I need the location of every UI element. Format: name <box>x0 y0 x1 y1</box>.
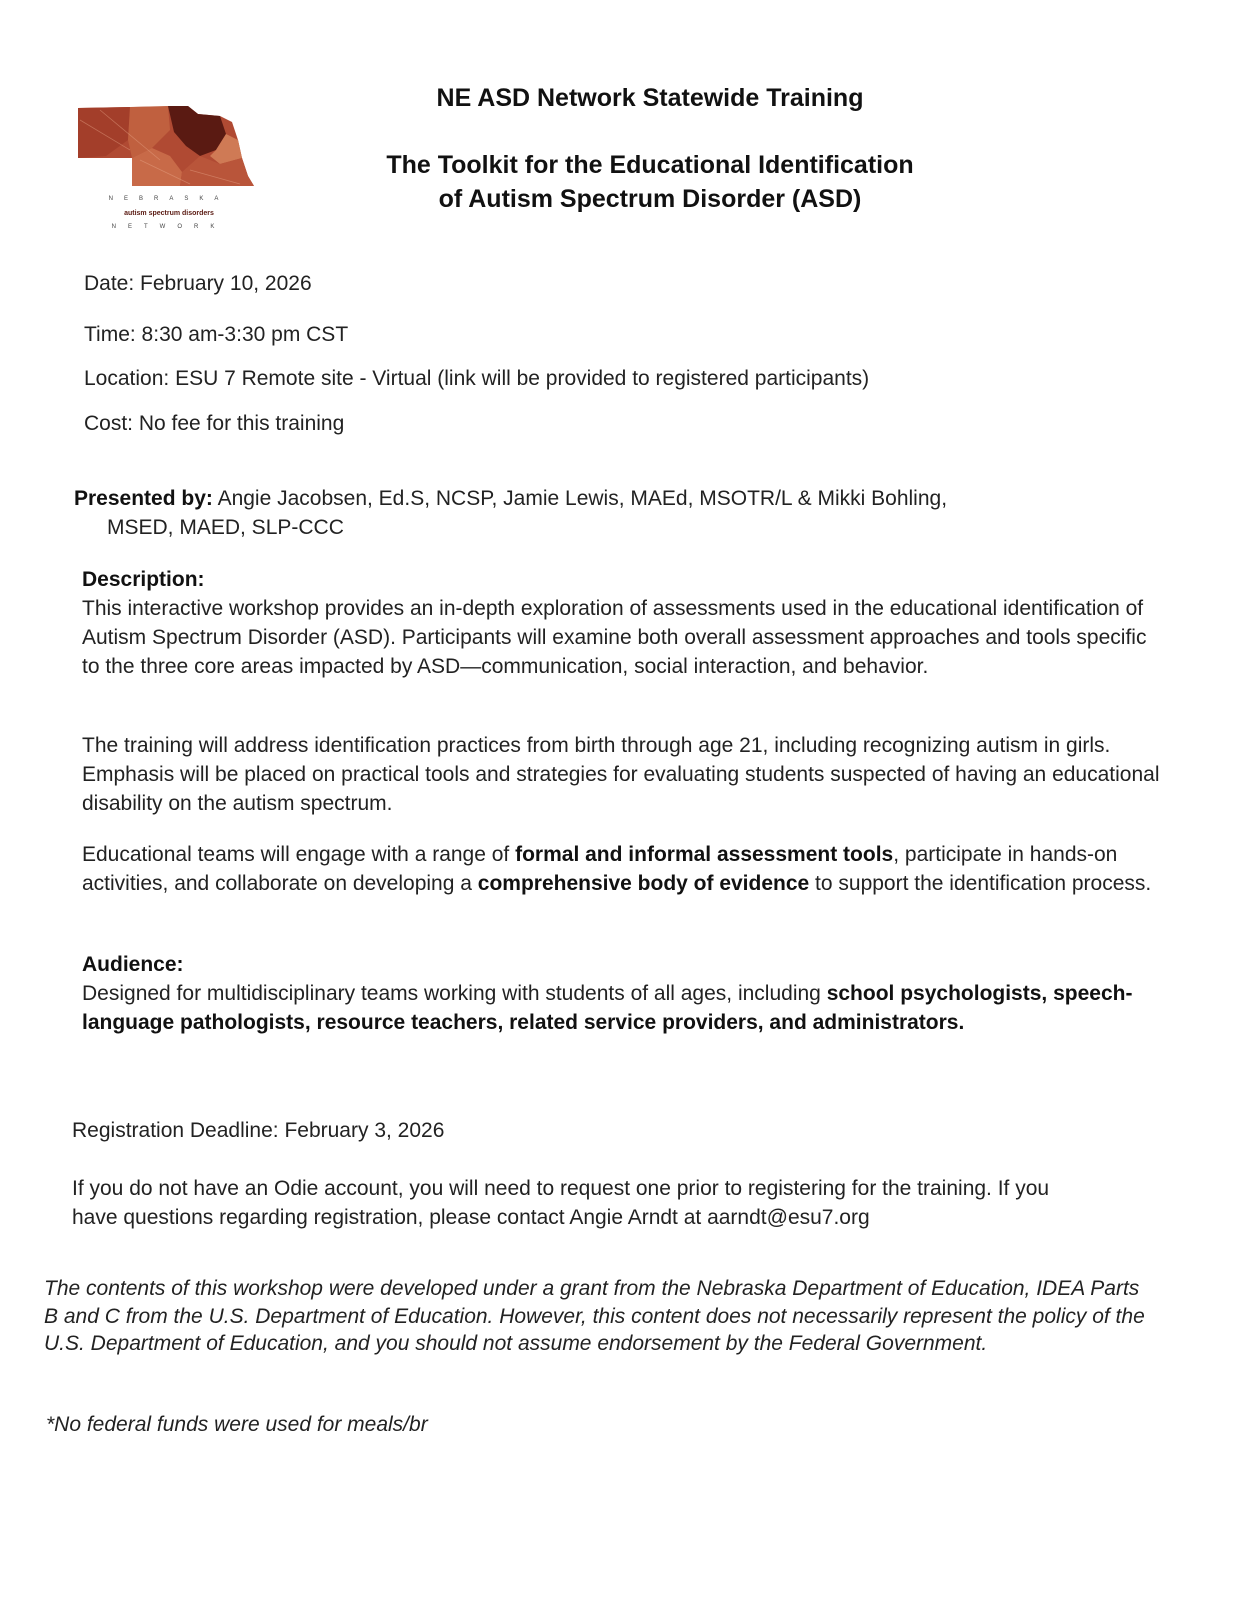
event-date: Date: February 10, 2026 <box>84 272 312 295</box>
registration-deadline: Registration Deadline: February 3, 2026 <box>72 1119 445 1142</box>
training-title-line1: The Toolkit for the Educational Identification <box>386 151 914 179</box>
nebraska-asd-network-logo <box>70 100 270 245</box>
page-title: NE ASD Network Statewide Training <box>436 84 864 112</box>
description-paragraph-3 <box>82 840 1162 898</box>
description-paragraph-1: This interactive workshop provides an in-depth exploration of assessments used in the educational identification of Autism Spectrum Disorder (ASD). Participants will examine both overall assessment approaches and tools specific to the three core areas impacted by ASD—communication, social interaction, and behavior. <box>82 597 1147 678</box>
para3-bold-tools: formal and informal assessment tools <box>515 843 894 866</box>
nebraska-map-icon <box>70 100 270 195</box>
event-time: Time: 8:30 am-3:30 pm CST <box>84 323 349 346</box>
logo-text-asd: autism spectrum disorders <box>124 210 214 217</box>
audience-text-a: Designed for multidisciplinary teams working with students of all ages, including <box>82 982 827 1005</box>
audience-section <box>82 950 1162 1037</box>
audience-roles: school psychologists, speech-language pathologists, resource teachers, related service providers, and administrators. <box>82 982 1133 1034</box>
audience-text <box>82 979 1162 1037</box>
presented-by-label: Presented by: <box>74 487 213 510</box>
para3-bold-evidence: comprehensive body of evidence <box>477 872 810 895</box>
funding-footnote: *No federal funds were used for meals/br <box>46 1413 428 1436</box>
para3-text-c: , participate in hands-on activities, and collaborate on developing a <box>82 843 1118 895</box>
registration-info: If you do not have an Odie account, you will need to request one prior to registering for the training. If you have questions regarding registration, please contact Angie Arndt at aarndt@esu7.org <box>72 1177 1050 1229</box>
presenters <box>74 484 1134 542</box>
description-heading: Description: <box>82 568 205 591</box>
event-cost: Cost: No fee for this training <box>84 412 345 435</box>
event-location: Location: ESU 7 Remote site - Virtual (link will be provided to registered participants) <box>84 367 870 390</box>
logo-text-network: NETWORK <box>111 224 227 230</box>
funding-disclaimer: The contents of this workshop were developed under a grant from the Nebraska Department of Education, IDEA Parts B and C from the U.S. Department of Education. However, this content does not necessarily represent the policy of the U.S. Department of Education, and you should not assume endorsement by the Federal Government. <box>44 1277 1145 1355</box>
audience-heading: Audience: <box>82 953 184 976</box>
description-section <box>82 565 1162 681</box>
presenters-credentials: MSED, MAED, SLP-CCC <box>107 516 344 539</box>
description-paragraph-2: The training will address identification practices from birth through age 21, including recognizing autism in girls. Emphasis will be placed on practical tools and strategies for evaluating students suspected of having an educational disability on the autism spectrum. <box>82 734 1160 815</box>
training-title <box>330 148 970 216</box>
training-title-line2: of Autism Spectrum Disorder (ASD) <box>438 185 862 213</box>
logo-text-nebraska: NEBRASKA <box>108 196 230 202</box>
presenters-names: Angie Jacobsen, Ed.S, NCSP, Jamie Lewis, MAEd, MSOTR/L & Mikki Bohling, <box>212 487 948 510</box>
para3-text-e: to support the identification process. <box>809 872 1152 895</box>
para3-text-a: Educational teams will engage with a range of <box>82 843 516 866</box>
